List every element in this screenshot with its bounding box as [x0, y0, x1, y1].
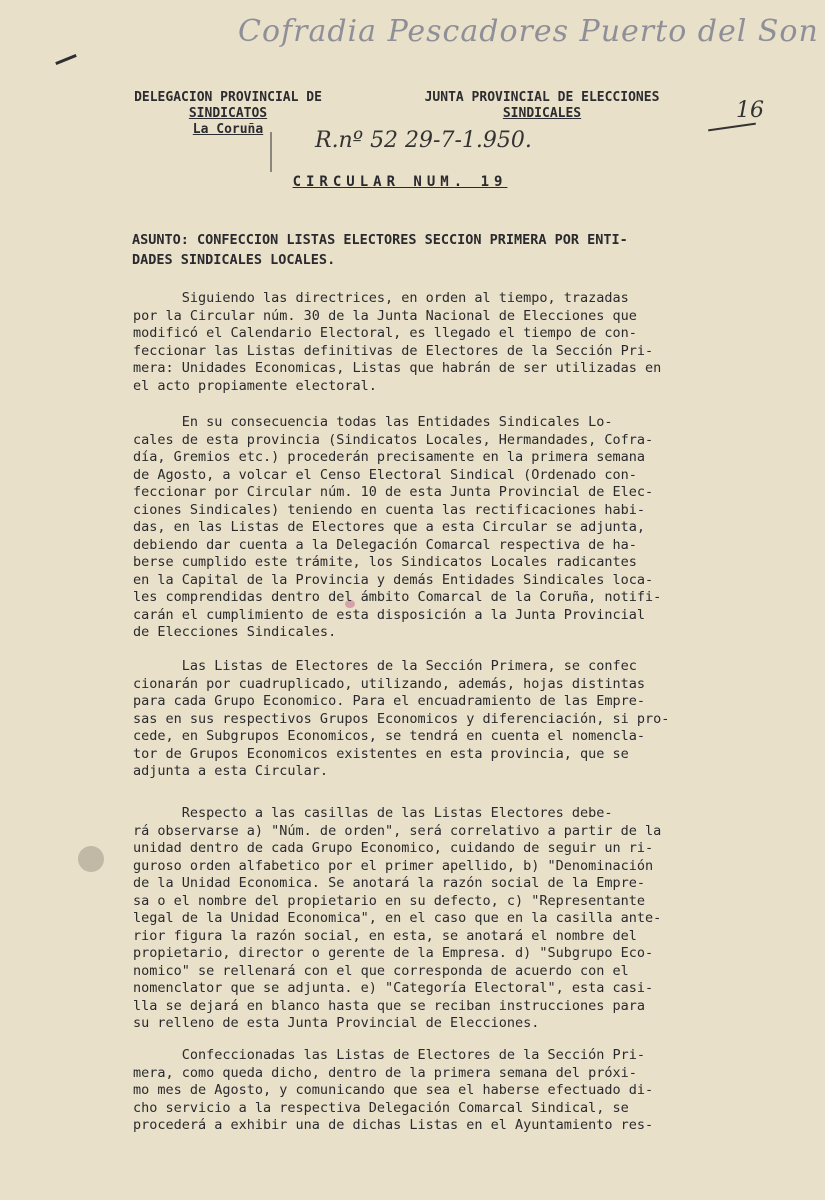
text-line: mo mes de Agosto, y comunicando que sea el haberse efectuado di- [133, 1082, 654, 1098]
text-line: nomico" se rellenará con el que corresponda de acuerdo con el [133, 962, 629, 979]
paragraph-4 [133, 805, 753, 1033]
text-line: el acto propiamente electoral. [133, 377, 377, 394]
text-line: nomenclator que se adjunta. e) "Categoría Electoral", esta casi- [133, 980, 654, 996]
text-line: por la Circular núm. 30 de la Junta Nacional de Elecciones que [133, 307, 637, 324]
subject-line: ASUNTO: CONFECCION LISTAS ELECTORES SECCION PRIMERA POR ENTI- [132, 232, 628, 248]
text-line: adjunta a esta Circular. [133, 763, 329, 779]
text-line: cho servicio a la respectiva Delegación Comarcal Sindical, se [133, 1099, 629, 1116]
paragraph-5 [133, 1047, 753, 1135]
text-line: les comprendidas dentro del ámbito Comarcal de la Coruña, notifi- [133, 589, 662, 605]
text-line: en la Capital de la Provincia y demás Entidades Sindicales loca- [133, 571, 654, 588]
circular-title: CIRCULAR NUM. 19 [292, 174, 508, 190]
text-line: de Elecciones Sindicales. [133, 624, 337, 640]
text-line: das, en las Listas de Electores que a esta Circular se adjunta, [133, 519, 646, 535]
text-line: legal de la Unidad Economica", en el caso que en la casilla ante- [133, 910, 662, 926]
text-line: cede, en Subgrupos Economicos, se tendrá en cuenta el nomencla- [133, 728, 646, 744]
subject-line: DADES SINDICALES LOCALES. [132, 252, 336, 268]
text-line: debiendo dar cuenta a la Delegación Comarcal respectiva de ha- [133, 536, 637, 553]
text-line: procederá a exhibir una de dichas Listas en el Ayuntamiento res- [133, 1117, 654, 1133]
text-line: ciones Sindicales) teniendo en cuenta las rectificaciones habi- [133, 501, 646, 518]
handwritten-registry: R.nº 52 29-7-1.950. [315, 128, 532, 153]
text-line: feccionar por Circular núm. 10 de esta Junta Provincial de Elec- [133, 484, 654, 500]
text-line: cales de esta provincia (Sindicatos Locales, Hermandades, Cofra- [133, 431, 654, 448]
text-line: mera, como queda dicho, dentro de la primera semana del próxi- [133, 1064, 637, 1081]
handwritten-doc-number: 16 [736, 98, 764, 123]
text-line: carán el cumplimiento de esta disposición a la Junta Provincial [133, 606, 646, 623]
text-line: guroso orden alfabetico por el primer apellido, b) "Denominación [133, 857, 654, 874]
header-left-line: DELEGACION PROVINCIAL DE [134, 90, 322, 105]
text-line: modificó el Calendario Electoral, es llegado el tiempo de con- [133, 325, 637, 341]
paragraph-3 [133, 658, 753, 781]
header-right [392, 90, 692, 122]
header-left [108, 90, 348, 138]
text-line: cionarán por cuadruplicado, utilizando, además, hojas distintas [133, 675, 646, 692]
text-line: Siguiendo las directrices, en orden al tiempo, trazadas [133, 290, 629, 306]
header-left-line: SINDICATOS [188, 106, 268, 121]
text-line: su relleno de esta Junta Provincial de Elecciones. [133, 1015, 540, 1031]
text-line: berse cumplido este trámite, los Sindicatos Locales radicantes [133, 554, 637, 570]
text-line: lla se dejará en blanco hasta que se reciban instrucciones para [133, 997, 646, 1014]
ink-stroke [270, 132, 272, 172]
text-line: feccionar las Listas definitivas de Electores de la Sección Pri- [133, 342, 654, 359]
stain [78, 846, 104, 872]
ink-mark [55, 54, 77, 65]
header-left-line: La Coruña [192, 122, 264, 137]
text-line: rá observarse a) "Núm. de orden", será correlativo a partir de la [133, 822, 662, 839]
paragraph-1 [133, 290, 753, 395]
number-underline [708, 123, 756, 132]
handwritten-note: Cofradia Pescadores Puerto del Son [238, 14, 819, 49]
text-line: sas en sus respectivos Grupos Economicos y diferenciación, si pro- [133, 710, 670, 727]
text-line: En su consecuencia todas las Entidades Sindicales Lo- [133, 414, 613, 430]
subject [132, 230, 732, 270]
text-line: rior figura la razón social, en esta, se anotará el nombre del [133, 927, 637, 944]
text-line: de la Unidad Economica. Se anotará la razón social de la Empre- [133, 875, 646, 891]
text-line: para cada Grupo Economico. Para el encuadramiento de las Empre- [133, 693, 646, 709]
text-line: tor de Grupos Economicos existentes en esta provincia, que se [133, 745, 629, 762]
header-right-line: JUNTA PROVINCIAL DE ELECCIONES [424, 90, 660, 105]
text-line: unidad dentro de cada Grupo Economico, cuidando de seguir un ri- [133, 840, 654, 856]
paragraph-2 [133, 414, 753, 642]
text-line: propietario, director o gerente de la Empresa. d) "Subgrupo Eco- [133, 945, 654, 961]
header-right-line: SINDICALES [502, 106, 582, 121]
text-line: de Agosto, a volcar el Censo Electoral Sindical (Ordenado con- [133, 466, 637, 483]
text-line: Confeccionadas las Listas de Electores de la Sección Pri- [133, 1047, 646, 1063]
text-line: Respecto a las casillas de las Listas Electores debe- [133, 805, 613, 821]
text-line: sa o el nombre del propietario en su defecto, c) "Representante [133, 892, 646, 909]
text-line: día, Gremios etc.) procederán precisamente en la primera semana [133, 449, 646, 465]
text-line: mera: Unidades Economicas, Listas que habrán de ser utilizadas en [133, 360, 662, 376]
text-line: Las Listas de Electores de la Sección Primera, se confec [133, 658, 637, 674]
